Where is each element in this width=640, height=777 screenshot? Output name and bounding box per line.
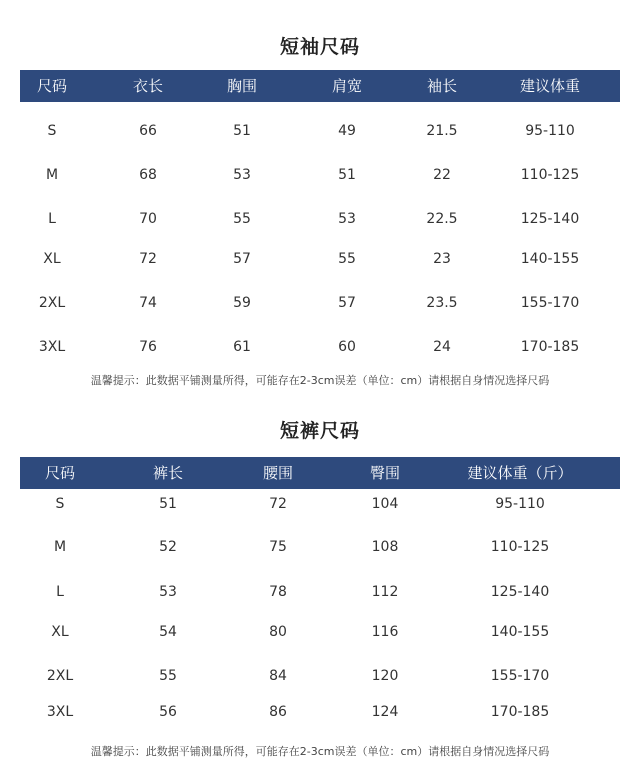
table-row bbox=[0, 668, 640, 688]
shorts-table-header bbox=[20, 457, 620, 489]
shirt-table-header bbox=[20, 70, 620, 102]
table-row bbox=[0, 624, 640, 644]
table-row bbox=[0, 539, 640, 559]
table-cell: 3XL bbox=[38, 339, 66, 355]
table-cell: 72 bbox=[139, 251, 157, 267]
table-row bbox=[0, 167, 640, 187]
table-cell: 170-185 bbox=[490, 704, 550, 720]
table-cell: 110-125 bbox=[520, 167, 580, 183]
table-cell: 68 bbox=[139, 167, 157, 183]
table-cell: 104 bbox=[371, 496, 399, 512]
table-cell: 95-110 bbox=[495, 496, 545, 512]
shirt-size-title: 短袖尺码 bbox=[279, 36, 360, 58]
table-cell: 70 bbox=[139, 211, 157, 227]
table-row bbox=[0, 496, 640, 516]
table-cell: S bbox=[55, 496, 65, 512]
table-cell: 120 bbox=[371, 668, 399, 684]
table-cell: 55 bbox=[159, 668, 177, 684]
table-cell: 112 bbox=[371, 584, 399, 600]
table-cell: 140-155 bbox=[490, 624, 550, 640]
table-row bbox=[0, 211, 640, 231]
table-cell: 155-170 bbox=[490, 668, 550, 684]
table-cell: 55 bbox=[233, 211, 251, 227]
table-cell: 60 bbox=[338, 339, 356, 355]
table-cell: 86 bbox=[269, 704, 287, 720]
table-cell: XL bbox=[43, 251, 61, 267]
table-cell: 51 bbox=[159, 496, 177, 512]
table-cell: 155-170 bbox=[520, 295, 580, 311]
table-cell: 61 bbox=[233, 339, 251, 355]
header-chest: 胸围 bbox=[226, 77, 258, 95]
table-cell: 108 bbox=[371, 539, 399, 555]
table-cell: 53 bbox=[159, 584, 177, 600]
shorts-size-title: 短裤尺码 bbox=[279, 420, 360, 442]
table-cell: 21.5 bbox=[426, 123, 458, 139]
table-row bbox=[0, 339, 640, 359]
table-cell: 3XL bbox=[46, 704, 74, 720]
table-cell: 51 bbox=[338, 167, 356, 183]
shorts-note: 温馨提示：此数据平铺测量所得，可能存在2-3cm误差（单位：cm）请根据自身情况选择尺码 bbox=[90, 745, 550, 758]
header-length: 衣长 bbox=[132, 77, 164, 95]
table-cell: 53 bbox=[338, 211, 356, 227]
header-size: 尺码 bbox=[44, 464, 76, 482]
table-cell: L bbox=[48, 211, 56, 227]
table-cell: L bbox=[56, 584, 64, 600]
table-cell: 125-140 bbox=[490, 584, 550, 600]
table-cell: 55 bbox=[338, 251, 356, 267]
table-cell: 57 bbox=[338, 295, 356, 311]
header-weight-jin: 建议体重（斤） bbox=[467, 464, 573, 482]
table-cell: 75 bbox=[269, 539, 287, 555]
table-cell: 95-110 bbox=[525, 123, 575, 139]
header-sleeve: 袖长 bbox=[426, 77, 458, 95]
table-cell: 78 bbox=[269, 584, 287, 600]
header-pant-length: 裤长 bbox=[152, 464, 184, 482]
table-cell: 66 bbox=[139, 123, 157, 139]
table-cell: 2XL bbox=[38, 295, 66, 311]
table-cell: M bbox=[45, 167, 59, 183]
header-shoulder: 肩宽 bbox=[331, 77, 363, 95]
table-cell: 72 bbox=[269, 496, 287, 512]
table-cell: 56 bbox=[159, 704, 177, 720]
table-cell: XL bbox=[51, 624, 69, 640]
shirt-note: 温馨提示：此数据平铺测量所得，可能存在2-3cm误差（单位：cm）请根据自身情况选择尺码 bbox=[90, 374, 550, 387]
table-row bbox=[0, 704, 640, 724]
table-cell: 76 bbox=[139, 339, 157, 355]
table-cell: 49 bbox=[338, 123, 356, 139]
table-cell: 22.5 bbox=[426, 211, 458, 227]
table-cell: 140-155 bbox=[520, 251, 580, 267]
table-cell: 54 bbox=[159, 624, 177, 640]
table-cell: 51 bbox=[233, 123, 251, 139]
header-weight: 建议体重 bbox=[519, 77, 581, 95]
table-cell: 59 bbox=[233, 295, 251, 311]
table-cell: 22 bbox=[433, 167, 451, 183]
table-cell: 23.5 bbox=[426, 295, 458, 311]
table-row bbox=[0, 251, 640, 271]
table-cell: 125-140 bbox=[520, 211, 580, 227]
table-cell: 23 bbox=[433, 251, 451, 267]
header-waist: 腰围 bbox=[262, 464, 294, 482]
table-cell: 80 bbox=[269, 624, 287, 640]
table-row bbox=[0, 123, 640, 143]
table-cell: 84 bbox=[269, 668, 287, 684]
table-row bbox=[0, 295, 640, 315]
table-cell: S bbox=[47, 123, 57, 139]
header-hip: 臀围 bbox=[369, 464, 401, 482]
table-cell: 74 bbox=[139, 295, 157, 311]
table-row bbox=[0, 584, 640, 604]
table-cell: 110-125 bbox=[490, 539, 550, 555]
table-cell: 2XL bbox=[46, 668, 74, 684]
table-cell: 52 bbox=[159, 539, 177, 555]
table-cell: 170-185 bbox=[520, 339, 580, 355]
table-cell: 57 bbox=[233, 251, 251, 267]
table-cell: 116 bbox=[371, 624, 399, 640]
table-cell: M bbox=[53, 539, 67, 555]
table-cell: 53 bbox=[233, 167, 251, 183]
table-cell: 124 bbox=[371, 704, 399, 720]
header-size: 尺码 bbox=[36, 77, 68, 95]
table-cell: 24 bbox=[433, 339, 451, 355]
